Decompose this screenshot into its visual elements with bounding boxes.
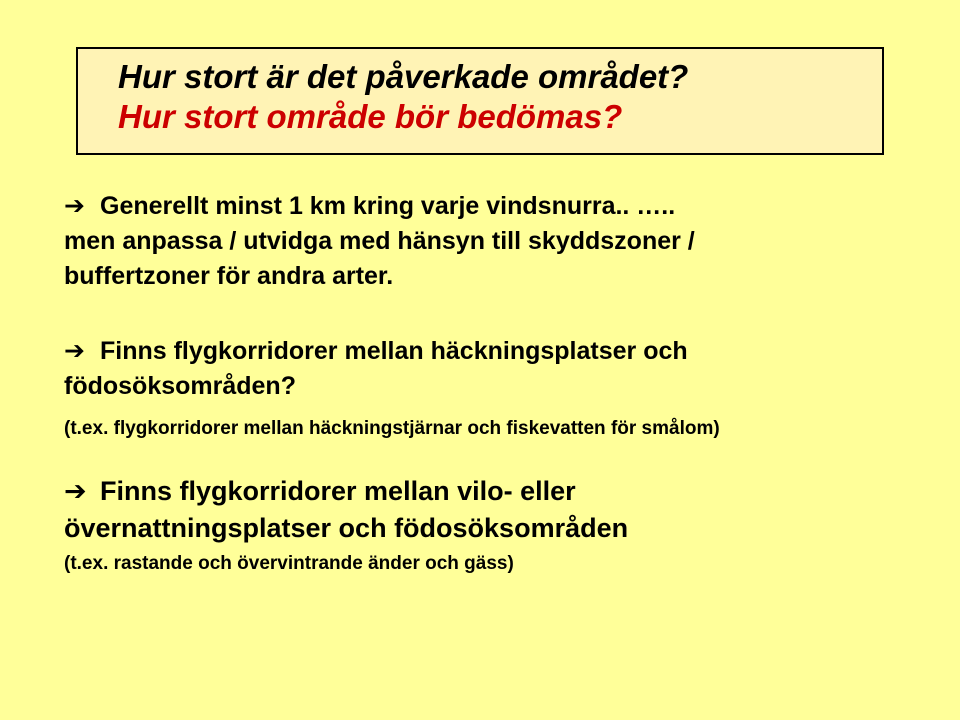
arrow-right-icon: ➔ xyxy=(64,191,85,220)
point-3-note: (t.ex. rastande och övervintrande änder och gäss) xyxy=(64,553,514,574)
point-3-line-2: övernattningsplatser och födosöksområden xyxy=(64,513,629,543)
point-3-line-1: ➔ Finns flygkorridorer mellan vilo- eller xyxy=(64,473,628,510)
point-3 xyxy=(64,473,628,546)
point-1 xyxy=(64,188,695,294)
title-box xyxy=(76,47,884,155)
arrow-right-icon: ➔ xyxy=(64,336,85,365)
point-1-line-1: ➔ Generellt minst 1 km kring varje vindsnurra.. ….. xyxy=(64,188,695,224)
point-2-line-2: födosöksområden? xyxy=(64,372,296,400)
subtitle-question: Hur stort område bör bedömas? xyxy=(118,98,623,135)
arrow-right-icon: ➔ xyxy=(64,476,87,507)
point-2-note: (t.ex. flygkorridorer mellan häckningstjärnar och fiskevatten för smålom) xyxy=(64,418,720,439)
point-2 xyxy=(64,333,688,404)
point-2-line-1: ➔ Finns flygkorridorer mellan häckningsplatser och xyxy=(64,333,688,369)
title-question: Hur stort är det påverkade området? xyxy=(118,58,689,95)
point-1-line-3: buffertzoner för andra arter. xyxy=(64,262,394,290)
point-1-line-2: men anpassa / utvidga med hänsyn till skyddszoner / xyxy=(64,227,695,255)
